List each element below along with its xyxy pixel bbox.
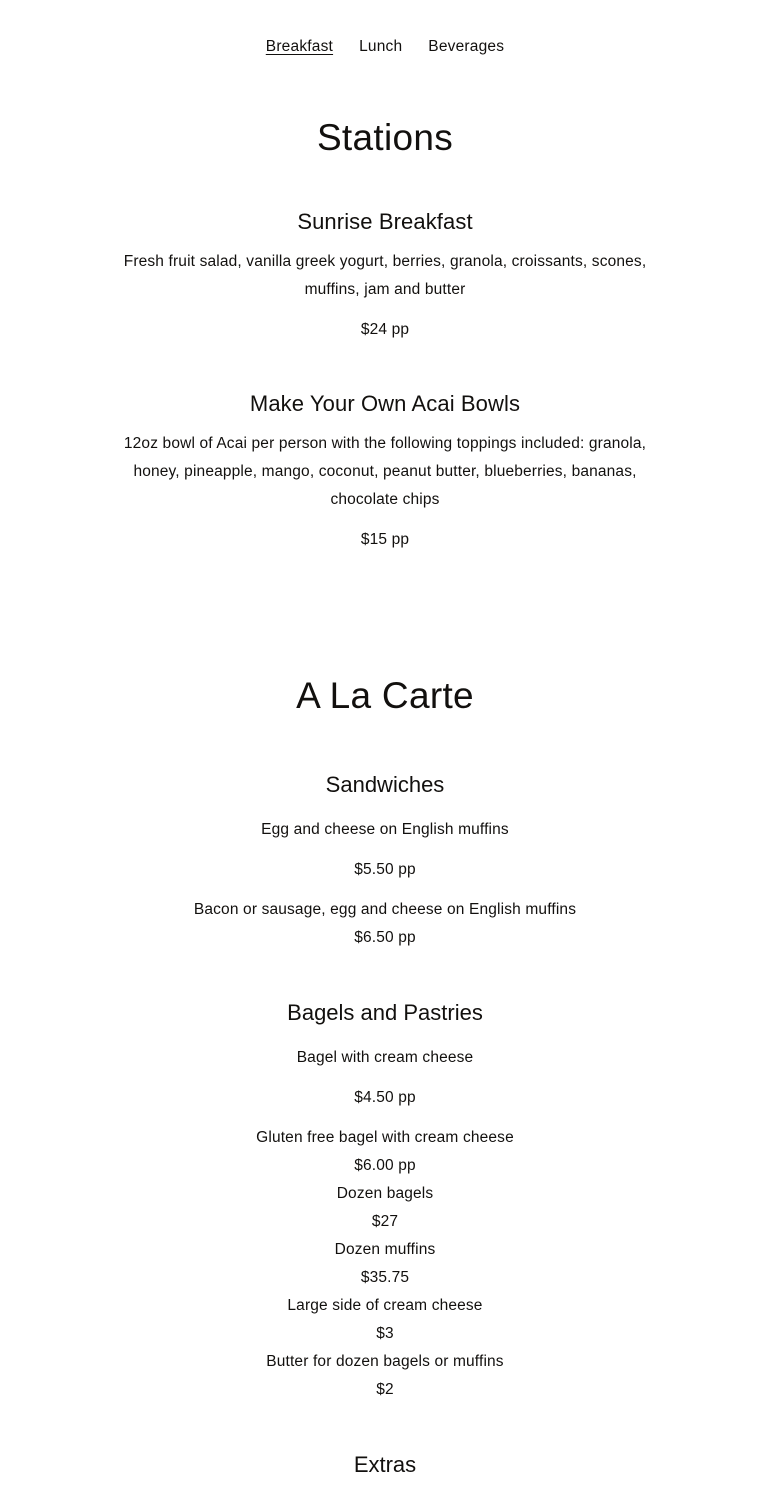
menu-line: $35.75	[360, 1269, 410, 1286]
menu-line: Dozen bagels	[336, 1185, 434, 1202]
menu-group-extras	[0, 1450, 770, 1480]
group-title: Bagels and Pastries	[287, 1000, 483, 1025]
section-title-a-la-carte: A La Carte	[296, 675, 474, 716]
item-description: Fresh fruit salad, vanilla greek yogurt, berries, granola, croissants, scones, muffins, jam and butter	[123, 253, 647, 298]
menu-line: $3	[376, 1325, 394, 1342]
main-nav	[0, 30, 770, 58]
menu-line: Gluten free bagel with cream cheese	[256, 1129, 514, 1146]
item-price: $15 pp	[360, 531, 410, 548]
group-title: Sunrise Breakfast	[297, 209, 473, 234]
menu-group-sandwiches	[0, 770, 770, 952]
menu-line: $27	[371, 1213, 399, 1230]
item-description: 12oz bowl of Acai per person with the following toppings included: granola, honey, pineapple, mango, coconut, peanut butter, blueberries, bananas, chocolate chips	[123, 435, 647, 508]
menu-line: Large side of cream cheese	[287, 1297, 483, 1314]
menu-line: Bagel with cream cheese	[296, 1049, 474, 1066]
stations-section	[0, 208, 770, 554]
section-title-stations: Stations	[316, 117, 454, 158]
menu-line: Bacon or sausage, egg and cheese on English muffins	[193, 901, 577, 918]
menu-line: $2	[376, 1381, 394, 1398]
menu-group-bagels-and-pastries	[0, 998, 770, 1404]
group-title: Make Your Own Acai Bowls	[249, 391, 521, 416]
menu-line: $6.50 pp	[354, 929, 416, 946]
item-price: $24 pp	[360, 321, 410, 338]
group-title: Sandwiches	[325, 772, 445, 797]
menu-group-acai-bowls	[0, 390, 770, 554]
menu-line: Butter for dozen bagels or muffins	[266, 1353, 504, 1370]
menu-line: Egg and cheese on English muffins	[261, 821, 509, 838]
nav-item-beverages[interactable]: Beverages	[428, 38, 505, 55]
nav-item-breakfast[interactable]: Breakfast	[265, 38, 334, 55]
menu-line: $4.50 pp	[354, 1089, 416, 1106]
menu-line: $5.50 pp	[354, 861, 416, 878]
menu-group-sunrise-breakfast	[0, 208, 770, 344]
group-title: Extras	[353, 1452, 417, 1477]
menu-line: $6.00 pp	[354, 1157, 416, 1174]
a-la-carte-section	[0, 770, 770, 1480]
nav-item-lunch[interactable]: Lunch	[359, 38, 403, 55]
menu-line: Dozen muffins	[334, 1241, 436, 1258]
